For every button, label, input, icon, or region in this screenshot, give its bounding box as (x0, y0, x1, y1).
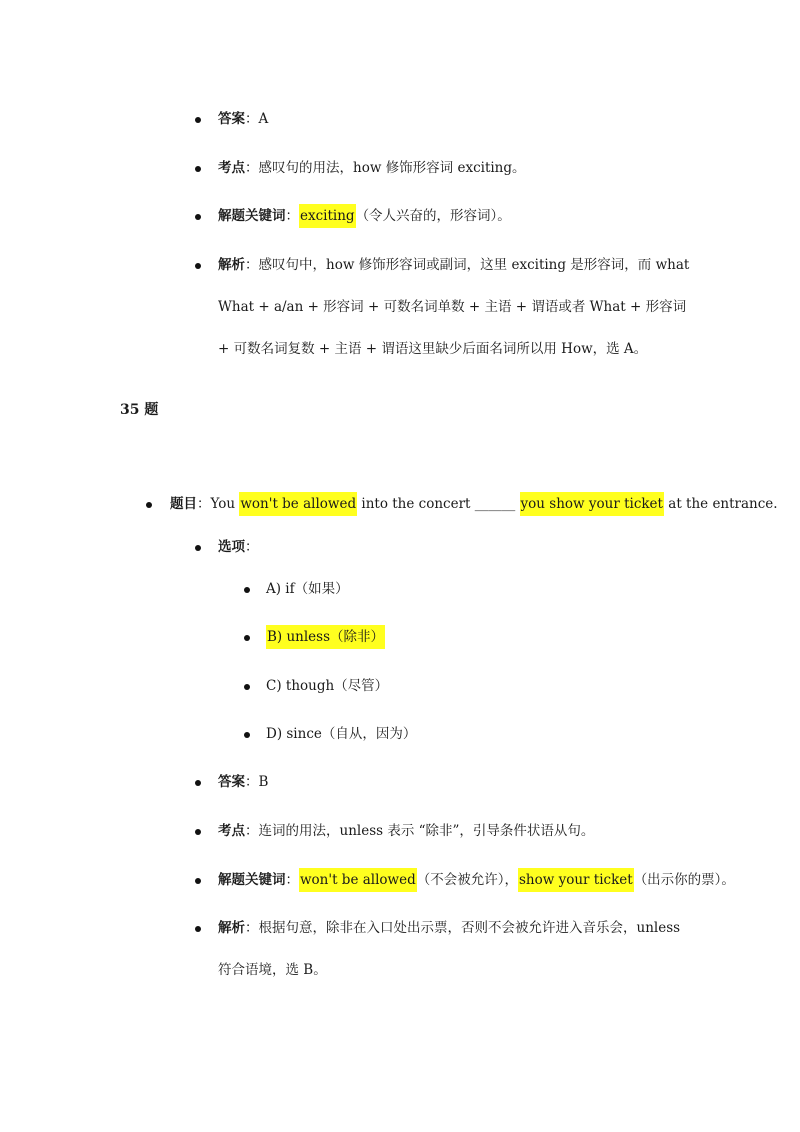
bullet-icon (195, 780, 201, 786)
q34-analysis-line-3: + 可数名词复数 + 主语 + 谓语这里缺少后面名词所以用 How，选 A。 (218, 341, 648, 357)
q35-analysis-text-1: 根据句意，除非在入口处出示票，否则不会被允许进入音乐会，unless (258, 920, 681, 936)
bullet-icon (244, 732, 250, 738)
q35-answer-line: 答案：B (218, 774, 269, 790)
q35-option-a: A) if（如果） (266, 581, 349, 597)
q35-stem-post: at the entrance. (663, 496, 778, 512)
q34-keyword-label: 解题关键词 (218, 208, 286, 224)
q35-point-line: 考点：连词的用法，unless 表示 “除非”，引导条件状语从句。 (218, 823, 595, 839)
bullet-icon (146, 502, 152, 508)
bullet-icon (244, 684, 250, 690)
q34-keyword-note: （令人兴奋的，形容词）。 (355, 208, 511, 224)
q35-point-label: 考点 (218, 823, 245, 839)
q35-option-b (266, 627, 385, 647)
q34-keyword-highlight: exciting (299, 204, 356, 228)
q35-stem-highlight-2: you show your ticket (520, 492, 664, 516)
q34-point-label: 考点 (218, 160, 245, 176)
q34-analysis-label: 解析 (218, 257, 245, 273)
q34-keyword-line: 解题关键词：exciting（令人兴奋的，形容词）。 (218, 206, 511, 226)
q34-analysis-line-2: What + a/an + 形容词 + 可数名词单数 + 主语 + 谓语或者 What + 形容词 (218, 299, 687, 315)
bullet-icon (195, 166, 201, 172)
q35-keyword-highlight-1: won't be allowed (299, 868, 417, 892)
q35-keyword-line: 解题关键词：won't be allowed（不会被允许），show your ticket（出示你的票）。 (218, 870, 735, 890)
q34-analysis-line-1: 解析：感叹句中，how 修饰形容词或副词，这里 exciting 是形容词，而 what (218, 257, 690, 273)
q34-point-line: 考点：感叹句的用法，how 修饰形容词 exciting。 (218, 160, 526, 176)
bullet-icon (195, 878, 201, 884)
q35-stem-line: 题目：You won't be allowed into the concert ______ you show your ticket at the entrance. (170, 494, 778, 514)
bullet-icon (244, 635, 250, 641)
q34-point-text: 感叹句的用法，how 修饰形容词 exciting。 (258, 160, 526, 176)
q35-option-d: D) since（自从，因为） (266, 726, 417, 742)
q35-keyword-label: 解题关键词 (218, 872, 286, 888)
bullet-icon (195, 545, 201, 551)
q35-stem-highlight-1: won't be allowed (239, 492, 357, 516)
q35-option-c: C) though（尽管） (266, 678, 389, 694)
q35-option-b-highlight: B) unless（除非） (266, 625, 385, 649)
q34-answer-value: A (258, 111, 269, 127)
q35-point-text: 连词的用法，unless 表示 “除非”，引导条件状语从句。 (258, 823, 595, 839)
q35-analysis-line-2: 符合语境，选 B。 (218, 962, 327, 978)
bullet-icon (195, 829, 201, 835)
q35-keyword-note-2: （出示你的票）。 (633, 872, 735, 888)
bullet-icon (195, 214, 201, 220)
bullet-icon (244, 587, 250, 593)
q35-heading: 35 题 (120, 402, 159, 418)
q35-stem-label: 题目 (170, 496, 197, 512)
bullet-icon (195, 263, 201, 269)
bullet-icon (195, 117, 201, 123)
q35-keyword-highlight-2: show your ticket (518, 868, 634, 892)
q35-answer-label: 答案 (218, 774, 245, 790)
q35-options-label: 选项 (218, 539, 245, 555)
bullet-icon (195, 926, 201, 932)
q35-stem-pre: You (210, 496, 240, 512)
q35-keyword-note-1: （不会被允许）， (416, 872, 518, 888)
q34-answer-line: 答案：A (218, 111, 269, 127)
q35-answer-value: B (258, 774, 269, 790)
q35-analysis-label: 解析 (218, 920, 245, 936)
q35-options-line: 选项： (218, 539, 259, 555)
q34-answer-label: 答案 (218, 111, 245, 127)
q35-stem-mid: into the concert ______ (357, 496, 520, 512)
q35-analysis-line-1: 解析：根据句意，除非在入口处出示票，否则不会被允许进入音乐会，unless (218, 920, 681, 936)
q34-analysis-text-1: 感叹句中，how 修饰形容词或副词，这里 exciting 是形容词，而 what (258, 257, 690, 273)
